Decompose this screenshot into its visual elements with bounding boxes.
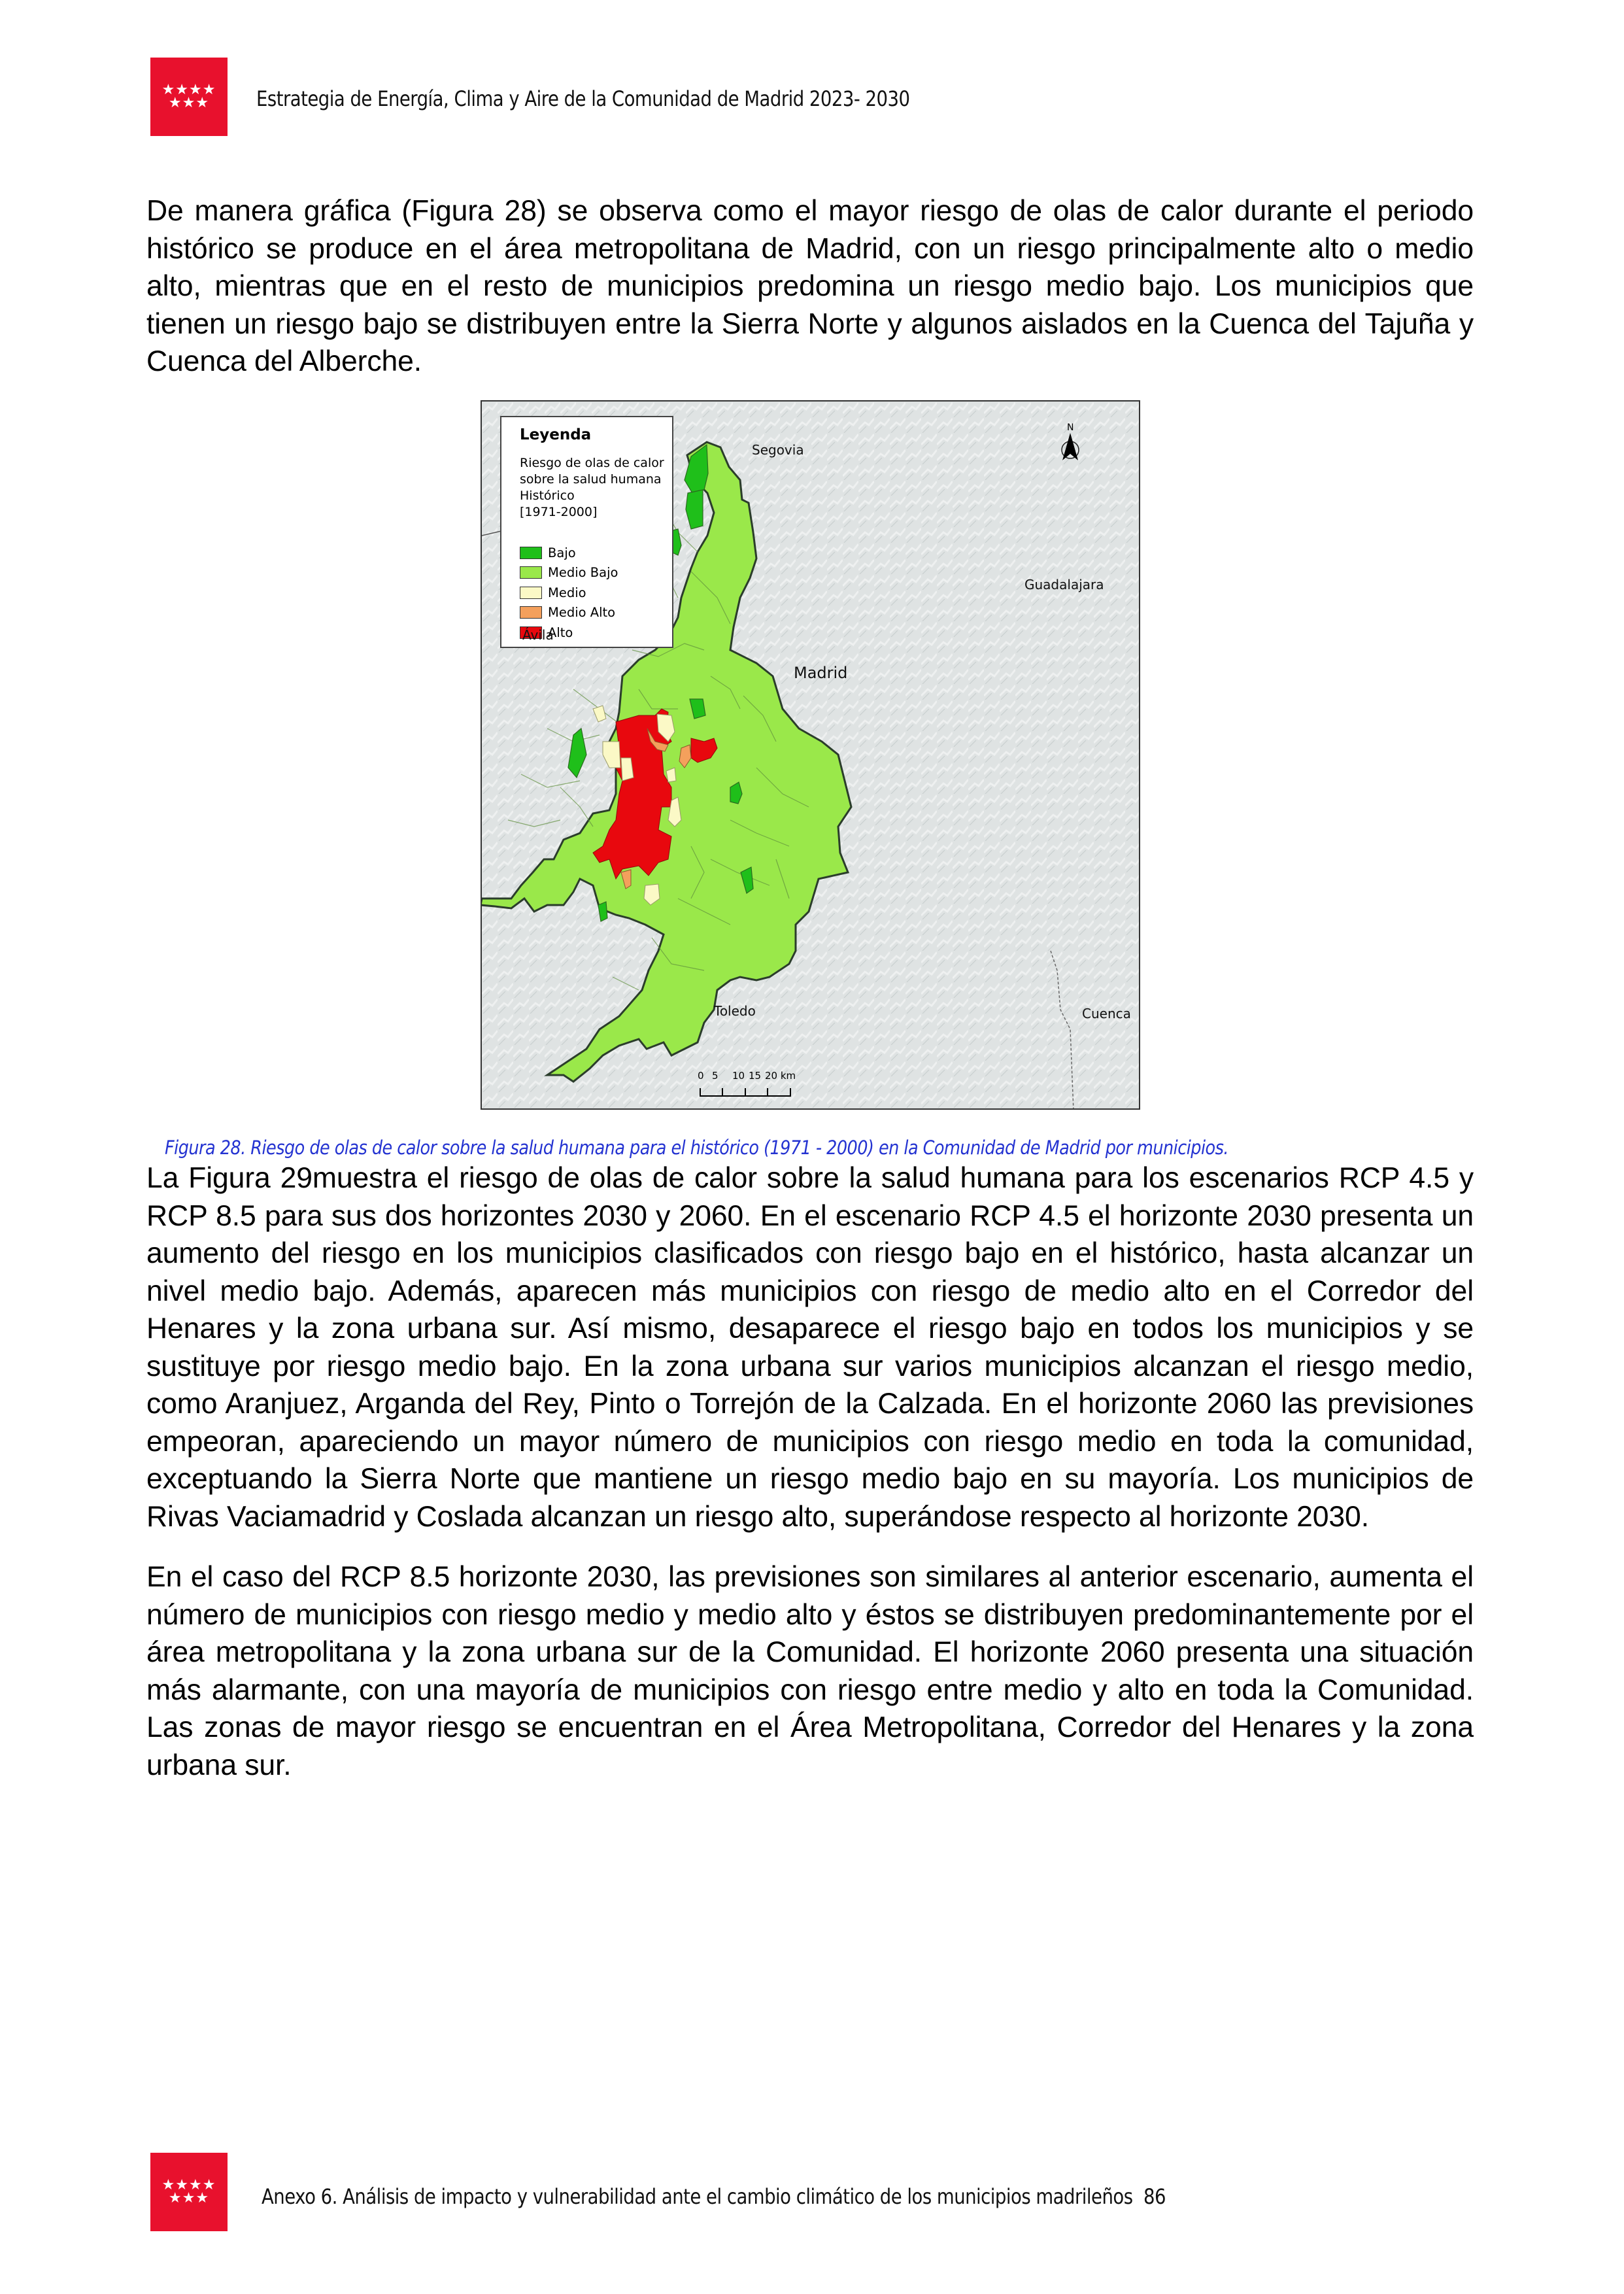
label-segovia: Segovia <box>752 442 804 458</box>
label-avila: Ávila <box>522 627 554 643</box>
svg-text:5: 5 <box>712 1070 719 1082</box>
legend-item-medio-alto: Medio Alto <box>520 603 672 623</box>
body-paragraph-1: De manera gráfica (Figura 28) se observa como el mayor riesgo de olas de calor durante el periodo histórico se produce en el área metropolitana de Madrid, con un riesgo principalmente alto o medio alto, mientras que en el resto de municipios predomina un riesgo medio bajo. Los municipios que tienen un riesgo bajo se distribuyen entre la Sierra Norte y algunos aislados en la Cuenca del Tajuña y Cuenca del Alberche. <box>146 195 1474 377</box>
comunidad-madrid-logo <box>150 58 228 136</box>
legend-item-alto: Alto <box>520 623 672 643</box>
body-paragraph-3: En el caso del RCP 8.5 horizonte 2030, las previsiones son similares al anterior escenario, aumenta el número de municipios con riesgo medio y medio alto y éstos se distribuyen predominantemente por el área metropolitana y la zona urbana sur de la Comunidad. El horizonte 2060 presenta una situación más alarmante, con una mayoría de municipios con riesgo entre medio y alto en toda la Comunidad. Las zonas de mayor riesgo se encuentran en el Área Metropolitana, Corredor del Henares y la zona urbana sur. <box>146 1561 1474 1781</box>
swatch-bajo-icon <box>520 547 542 559</box>
svg-text:10: 10 <box>732 1070 745 1082</box>
svg-text:15: 15 <box>749 1070 762 1082</box>
legend-item-medio-bajo: Medio Bajo <box>520 563 672 583</box>
legend-item-medio: Medio <box>520 583 672 603</box>
legend-subtitle-line: sobre la salud humana <box>520 472 662 487</box>
body-paragraph-2: La Figura 29muestra el riesgo de olas de calor sobre la salud humana para los escenarios RCP 4.5 y RCP 8.5 para sus dos horizontes 2030 y 2060. En el escenario RCP 4.5 el horizonte 2030 presenta un aumento del riesgo en los municipios clasificados con riesgo bajo en el histórico, hasta alcanzar un nivel medio bajo. Además, aparecen más municipios con riesgo de medio alto en el Corredor del Henares y la zona urbana sur. Así mismo, desaparece el riesgo bajo en todos los municipios y se sustituye por riesgo medio bajo. En la zona urbana sur varios municipios alcanzan el riesgo medio, como Aranjuez, Arganda del Rey, Pinto o Torrejón de la Calzada. En el horizonte 2060 las previsiones empeoran, apareciendo un mayor número de municipios con riesgo medio en toda la comunidad, exceptuando la Sierra Norte que mantiene un riesgo medio bajo en su mayoría. Los municipios de Rivas Vaciamadrid y Coslada alcanzan un riesgo alto, superándose respecto al horizonte 2030. <box>146 1162 1474 1533</box>
svg-text:N: N <box>1067 422 1074 433</box>
map-legend <box>500 416 673 648</box>
stars-icon: ★★★★ ★★★ <box>161 82 216 111</box>
legend-subtitle-line: Riesgo de olas de calor <box>520 456 664 470</box>
stars-icon: ★★★★ ★★★ <box>161 2177 216 2206</box>
footer-annex-title: Anexo 6. Análisis de impacto y vulnerabilidad ante el cambio climático de los municipios madrileños <box>262 2184 1133 2209</box>
page-number: 86 <box>1143 2184 1166 2209</box>
swatch-medio-bajo-icon <box>520 566 542 579</box>
swatch-medio-alto-icon <box>520 606 542 619</box>
north-arrow-icon <box>1054 421 1087 467</box>
document-header-title: Estrategia de Energía, Clima y Aire de la Comunidad de Madrid 2023- 2030 <box>256 86 910 111</box>
comunidad-madrid-logo-footer <box>150 2153 228 2231</box>
label-madrid: Madrid <box>794 664 848 682</box>
svg-text:20 km: 20 km <box>765 1070 796 1082</box>
document-footer <box>262 2184 1166 2209</box>
legend-subtitle-line: [1971-2000] <box>520 505 598 519</box>
legend-item-bajo: Bajo <box>520 543 672 563</box>
label-cuenca: Cuenca <box>1082 1006 1131 1021</box>
legend-title: Leyenda <box>520 426 592 443</box>
figure-28-map <box>481 400 1140 1110</box>
legend-subtitle-line: Histórico <box>520 488 575 503</box>
label-toledo: Toledo <box>714 1003 756 1019</box>
figure-caption: Figura 28. Riesgo de olas de calor sobre la salud humana para el histórico (1971 - 2000) en la Comunidad de Madrid por municipios. <box>165 1137 1228 1159</box>
swatch-medio-icon <box>520 587 542 599</box>
svg-text:0: 0 <box>698 1070 704 1082</box>
label-guadalajara: Guadalajara <box>1024 577 1104 592</box>
